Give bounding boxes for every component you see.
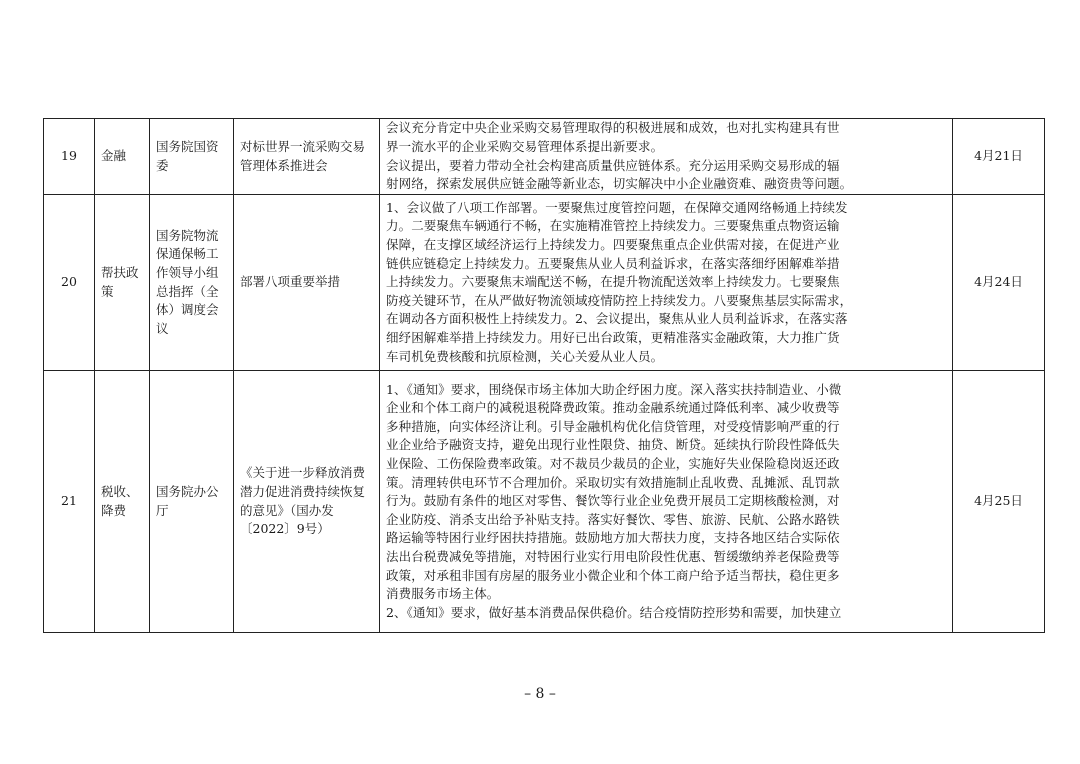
policy-table (43, 118, 1045, 633)
content-line: 消费服务市场主体。 (386, 586, 500, 602)
content-line: 行为。鼓励有条件的地区对零售、餐饮等行业企业免费开展员工定期核酸检测，对 (386, 493, 840, 509)
content-line: 多种措施，向实体经济让利。引导金融机构优化信贷管理，对受疫情影响严重的行 (386, 418, 840, 434)
date-cell: 4月21日 (953, 119, 1045, 195)
content-line: 策。清理转供电环节不合理加价。采取切实有效措施制止乱收费、乱摊派、乱罚款 (386, 474, 840, 490)
content-line: 2、《通知》要求，做好基本消费品保供稳价。结合疫情防控形势和需要，加快建立 (386, 604, 842, 620)
category-cell: 税收、降费 (95, 371, 150, 633)
page-number: – 8 – (524, 686, 556, 702)
content-line: 企业和个体工商户的减税退税降费政策。推动金融系统通过降低利率、减少收费等 (386, 400, 840, 416)
department-cell: 国务院国资委 (150, 119, 234, 195)
content-line: 射网络，探索发展供应链金融等新业态，切实解决中小企业融资难、融资贵等问题。 (386, 176, 853, 192)
content-line: 上持续发力。六要聚焦末端配送不畅，在提升物流配送效率上持续发力。七要聚焦 (386, 274, 840, 290)
content-line: 车司机免费核酸和抗原检测，关心关爱从业人员。 (386, 348, 664, 364)
content-cell (380, 371, 953, 633)
table-row (44, 119, 1045, 195)
content-line: 会议充分肯定中央企业采购交易管理取得的积极进展和成效，也对扎实构建具有世 (386, 120, 840, 136)
content-cell (380, 119, 953, 195)
content-line: 保障，在支撑区域经济运行上持续发力。四要聚焦重点企业供需对接，在促进产业 (386, 237, 840, 253)
measure-cell: 对标世界一流采购交易管理体系推进会 (234, 119, 380, 195)
content-line: 业保险、工伤保险费率政策。对不裁员少裁员的企业，实施好失业保险稳岗返还政 (386, 456, 840, 472)
content-line: 在调动各方面积极性上持续发力。2、会议提出，聚焦从业人员利益诉求，在落实落 (386, 311, 848, 327)
date-cell: 4月24日 (953, 195, 1045, 371)
row-number-cell: 19 (44, 119, 95, 195)
table-row (44, 195, 1045, 371)
measure-cell: 《关于进一步释放消费潜力促进消费持续恢复的意见》（国办发〔2022〕9号） (234, 371, 380, 633)
content-line: 企业防疫、消杀支出给予补贴支持。落实好餐饮、零售、旅游、民航、公路水路铁 (386, 511, 840, 527)
date-cell: 4月25日 (953, 371, 1045, 633)
category-cell: 帮扶政策 (95, 195, 150, 371)
content-line: 1、会议做了八项工作部署。一要聚焦过度管控问题，在保障交通网络畅通上持续发 (386, 199, 848, 215)
measure-cell: 部署八项重要举措 (234, 195, 380, 371)
category-cell: 金融 (95, 119, 150, 195)
content-line: 防疫关键环节，在从严做好物流领域疫情防控上持续发力。八要聚焦基层实际需求， (386, 292, 853, 308)
content-line: 力。二要聚焦车辆通行不畅，在实施精准管控上持续发力。三要聚焦重点物资运输 (386, 218, 840, 234)
content-line: 业企业给予融资支持，避免出现行业性限贷、抽贷、断贷。延续执行阶段性降低失 (386, 437, 840, 453)
content-line: 会议提出，要着力带动全社会构建高质量供应链体系。充分运用采购交易形成的辐 (386, 157, 840, 173)
content-line: 法出台税费减免等措施，对特困行业实行用电阶段性优惠、暂缓缴纳养老保险费等 (386, 548, 840, 564)
row-number-cell: 20 (44, 195, 95, 371)
row-number-cell: 21 (44, 371, 95, 633)
content-line: 路运输等特困行业纾困扶持措施。鼓励地方加大帮扶力度，支持各地区结合实际依 (386, 530, 840, 546)
content-line: 1、《通知》要求，围绕保市场主体加大助企纾困力度。深入落实扶持制造业、小微 (386, 381, 842, 397)
department-cell: 国务院物流保通保畅工作领导小组总指挥（全体）调度会议 (150, 195, 234, 371)
table-row (44, 371, 1045, 633)
department-cell: 国务院办公厅 (150, 371, 234, 633)
content-line: 界一流水平的企业采购交易管理体系提出新要求。 (386, 138, 664, 154)
policy-table-body (44, 119, 1045, 633)
content-cell (380, 195, 953, 371)
content-line: 政策，对承租非国有房屋的服务业小微企业和个体工商户给予适当帮扶，稳住更多 (386, 567, 840, 583)
content-line: 链供应链稳定上持续发力。五要聚焦从业人员利益诉求，在落实落细纾困解难举措 (386, 255, 840, 271)
content-line: 细纾困解难举措上持续发力。用好已出台政策，更精准落实金融政策，大力推广货 (386, 329, 840, 345)
